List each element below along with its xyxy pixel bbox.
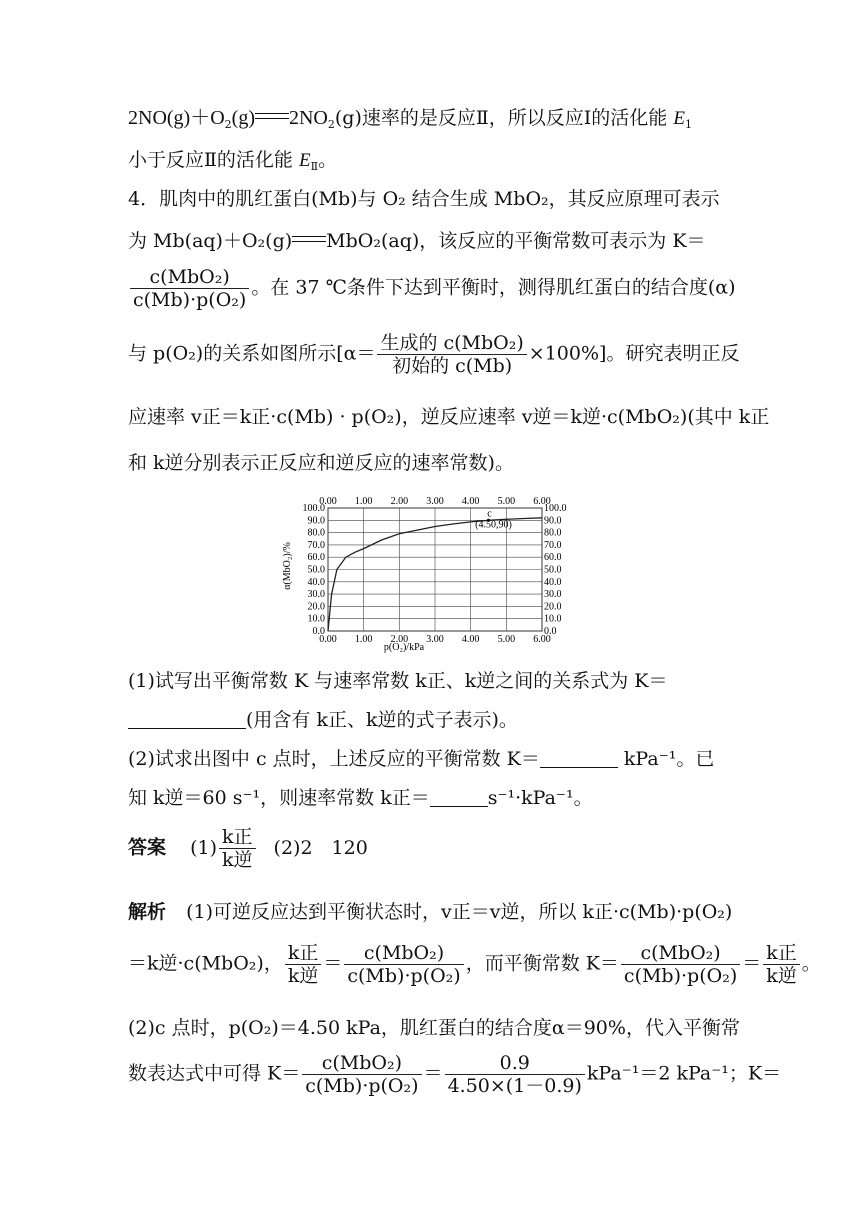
- alpha-numerator: 生成的 c(MbO₂): [377, 332, 526, 355]
- conc-fraction: [344, 942, 463, 987]
- q4-line-4a: 与 p(O₂)的关系如图所示[α＝: [128, 342, 376, 365]
- eq-left-state: (g): [231, 107, 255, 129]
- x-tick-label-bottom: 2.00: [390, 634, 409, 645]
- y-tick-label-right: 30.0: [544, 589, 562, 601]
- answer-line: [128, 826, 368, 876]
- frac-num: k正: [763, 942, 800, 965]
- frac-den: c(Mb)·p(O₂): [623, 965, 738, 987]
- continuation-line-1: $2NO(g)+O_2(g)$ $2NO_2(g)$速率的是反应Ⅱ，所以反应Ⅰ的活化能 $E_1$: [128, 107, 692, 131]
- q4-line-6: 和 k逆分别表示正反应和逆反应的速率常数)。: [128, 452, 514, 474]
- q4-line-2: [128, 229, 706, 253]
- q2-line: [128, 747, 714, 771]
- y-tick-label-right: 10.0: [544, 613, 562, 625]
- q4-line-3-text: 。在 37 ℃条件下达到平衡时，测得肌红蛋白的结合度(α): [251, 276, 736, 299]
- x-tick-label-bottom: 0.00: [319, 634, 337, 645]
- q4-eq-right: MbO₂(aq)，该反应的平衡常数可表示为 K＝: [326, 230, 706, 252]
- k-fraction: [130, 266, 249, 311]
- alpha-fraction: [377, 332, 526, 377]
- y-tick-label-left: 30.0: [307, 589, 325, 601]
- q2-text: (2)试求出图中 c 点时，上述反应的平衡常数 K＝: [128, 748, 540, 770]
- y-tick-label-right: 100.0: [544, 503, 567, 514]
- equilibrium-arrow-icon: [292, 233, 326, 245]
- y-tick-label-right: 60.0: [544, 552, 562, 564]
- y-tick-label-left: 40.0: [307, 576, 325, 588]
- x-tick-label-bottom: 1.00: [354, 634, 373, 645]
- q4-line-1: 4．肌肉中的肌红蛋白(Mb)与 O₂ 结合生成 MbO₂，其反应原理可表示: [128, 188, 720, 210]
- analysis-label: 解析: [128, 902, 167, 923]
- q1-note: (用含有 k正、k逆的式子表示)。: [246, 709, 518, 731]
- k-denominator: c(Mb)·p(O₂): [133, 289, 247, 311]
- equals: ＝: [323, 952, 343, 975]
- y-tick-label-right: 90.0: [544, 515, 562, 527]
- y-tick-label-right: 50.0: [544, 564, 562, 576]
- y-tick-label-right: 0.0: [544, 626, 557, 637]
- y-tick-label-right: 70.0: [544, 539, 562, 551]
- y-tick-label-right: 80.0: [544, 527, 562, 539]
- analysis-text-1: (1)可逆反应达到平衡状态时，v正＝v逆，所以 k正·c(Mb)·p(O₂): [186, 901, 733, 923]
- x-tick-label-top: 1.00: [354, 496, 373, 507]
- q3-unit: s⁻¹·kPa⁻¹。: [487, 787, 593, 809]
- x-tick-label-bottom: 5.00: [497, 634, 516, 645]
- energy-subscript-2: Ⅱ: [310, 160, 319, 173]
- answer-fraction: [219, 826, 256, 871]
- frac-den: k逆: [287, 965, 319, 987]
- binding-degree-chart: [278, 488, 578, 656]
- point-c-label: c: [487, 508, 492, 520]
- answer-part1: (1): [190, 836, 217, 859]
- equals: ＝: [742, 952, 762, 975]
- answer-blank-3[interactable]: [430, 788, 488, 807]
- answer-rest: (2)2 120: [273, 836, 368, 859]
- x-tick-label-top: 5.00: [497, 496, 516, 507]
- analysis-line-3: (2)c 点时，p(O₂)＝4.50 kPa，肌红蛋白的结合度α＝90%，代入平衡常: [128, 1017, 740, 1039]
- analysis-text-4b: kPa⁻¹＝2 kPa⁻¹；K＝: [586, 1062, 782, 1085]
- x-tick-label-bottom: 3.00: [426, 634, 444, 645]
- answer-label: 答案: [128, 837, 167, 859]
- y-tick-label-right: 40.0: [544, 576, 562, 588]
- answer-denominator: k逆: [221, 849, 253, 871]
- analysis-line-4: [128, 1052, 781, 1106]
- kratio-fraction: [285, 942, 322, 987]
- k-numerator: c(MbO₂): [130, 266, 249, 289]
- equals: ＝: [423, 1062, 443, 1085]
- k-fraction-3: [302, 1052, 421, 1097]
- cont-text: (g)速率的是反应Ⅱ，所以反应Ⅰ的活化能: [334, 107, 674, 129]
- energy-symbol: E: [673, 108, 685, 129]
- analysis-line-2: [128, 942, 821, 996]
- analysis-text-2b: ，而平衡常数 K＝: [465, 952, 619, 975]
- answer-blank-2[interactable]: [540, 749, 618, 768]
- x-tick-label-bottom: 4.00: [461, 634, 480, 645]
- q1-line: (1)试写出平衡常数 K 与速率常数 k正、k逆之间的关系式为 K＝: [128, 670, 668, 692]
- q4-line-4: [128, 332, 739, 384]
- y-axis-label: α(MbO₂)/%: [282, 542, 293, 590]
- frac-num: 0.9: [445, 1052, 585, 1075]
- q4-line-4b: ×100%]。研究表明正反: [528, 342, 740, 365]
- x-tick-label-top: 2.00: [390, 496, 409, 507]
- answer-numerator: k正: [219, 826, 256, 849]
- y-tick-label-left: 20.0: [307, 601, 325, 613]
- value-fraction: [445, 1052, 585, 1097]
- equilibrium-arrow-icon: [255, 110, 289, 122]
- eq-left: 2NO(g)＋O: [128, 107, 225, 129]
- y-tick-label-left: 0.0: [312, 626, 325, 637]
- point-c-coords: (4.50,90): [475, 519, 512, 531]
- frac-num: c(MbO₂): [621, 942, 740, 965]
- x-tick-label-top: 4.00: [461, 496, 480, 507]
- q3-line: [128, 786, 593, 810]
- y-tick-label-left: 100.0: [302, 503, 325, 514]
- y-tick-label-right: 20.0: [544, 601, 562, 613]
- y-tick-label-left: 90.0: [307, 515, 325, 527]
- analysis-text-4a: 数表达式中可得 K＝: [128, 1062, 301, 1085]
- q1-line-2: [128, 708, 518, 732]
- y-tick-label-left: 50.0: [307, 564, 325, 576]
- y-tick-label-left: 70.0: [307, 539, 325, 551]
- period: 。: [801, 952, 821, 975]
- frac-num: c(MbO₂): [344, 942, 463, 965]
- y-tick-label-left: 60.0: [307, 552, 325, 564]
- frac-den: c(Mb)·p(O₂): [305, 1075, 419, 1097]
- eq-right: 2NO: [288, 107, 328, 129]
- period: 。: [318, 149, 338, 171]
- energy-subscript: 1: [684, 118, 692, 131]
- y-tick-label-left: 10.0: [307, 613, 325, 625]
- frac-num: k正: [285, 942, 322, 965]
- q2-unit: kPa⁻¹。已: [623, 748, 715, 770]
- q4-line-3: [128, 266, 735, 318]
- x-axis-label: p(O₂)/kPa: [383, 642, 425, 653]
- analysis-line-1: [128, 900, 732, 925]
- y-tick-label-left: 80.0: [307, 527, 325, 539]
- frac-num: c(MbO₂): [302, 1052, 421, 1075]
- q3-text: 知 k逆＝60 s⁻¹，则速率常数 k正＝: [128, 787, 430, 809]
- x-tick-label-top: 0.00: [319, 496, 337, 507]
- x-tick-label-bottom: 6.00: [533, 634, 551, 645]
- kratio-fraction-2: [763, 942, 800, 987]
- answer-blank-1[interactable]: [128, 710, 246, 729]
- k-fraction-2: [621, 942, 740, 987]
- frac-den: k逆: [766, 965, 797, 987]
- q4-line-5: 应速率 v正＝k正·c(Mb) · p(O₂)，逆反应速率 v逆＝k逆·c(MbO₂)(其中 k正: [128, 406, 770, 428]
- x-tick-label-top: 3.00: [426, 496, 444, 507]
- continuation-line-2: [128, 148, 337, 179]
- analysis-text-2a: ＝k逆·c(MbO₂)，: [128, 952, 283, 975]
- cont-text-2: 小于反应Ⅱ的活化能: [128, 149, 299, 171]
- alpha-denominator: 初始的 c(Mb): [392, 355, 513, 377]
- x-tick-label-top: 6.00: [533, 496, 551, 507]
- frac-den: 4.50×(1－0.9): [447, 1075, 582, 1097]
- energy-symbol-2: E: [298, 150, 311, 171]
- q4-eq-left: 为 Mb(aq)＋O₂(g): [128, 230, 293, 252]
- frac-den: c(Mb)·p(O₂): [347, 965, 461, 987]
